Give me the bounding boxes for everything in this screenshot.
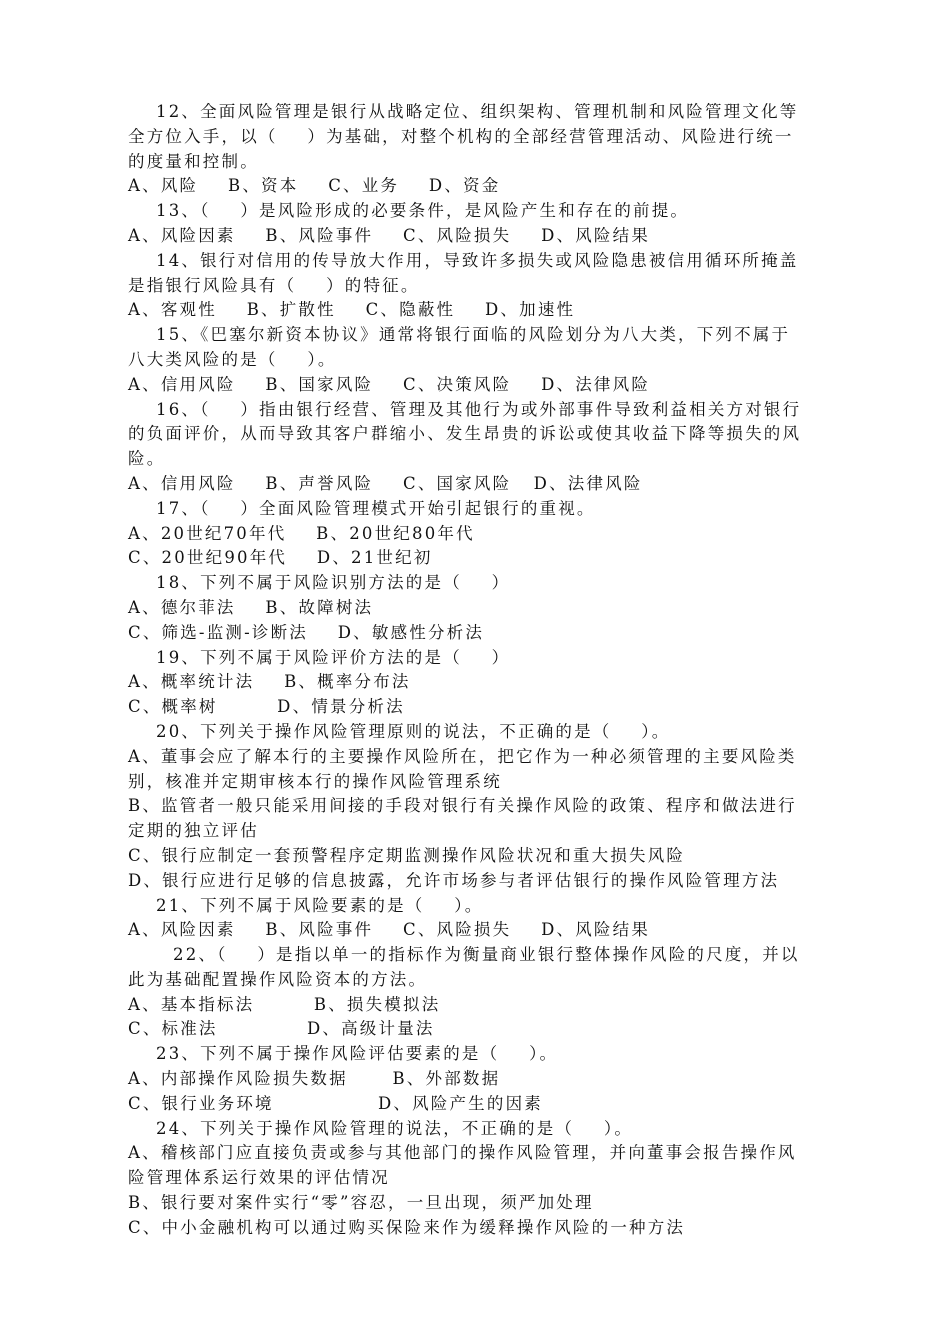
text-line: 12、全面风险管理是银行从战略定位、组织架构、管理机制和风险管理文化等 <box>156 102 799 121</box>
text-line: 此为基础配置操作风险资本的方法。 <box>128 969 428 989</box>
text-line: 定期的独立评估 <box>128 821 259 841</box>
text-line: C、中小金融机构可以通过购买保险来作为缓释操作风险的一种方法 <box>128 1217 686 1237</box>
text-line: C、概率树 D、情景分析法 <box>128 697 405 717</box>
text-line: 16、（ ）指由银行经营、管理及其他行为或外部事件导致利益相关方对银行 <box>156 399 802 419</box>
text-line: A、基本指标法 B、损失模拟法 <box>128 994 441 1014</box>
text-line: C、银行应制定一套预警程序定期监测操作风险状况和重大损失风险 <box>128 845 686 865</box>
text-line: 13、（ ）是风险形成的必要条件，是风险产生和存在的前提。 <box>156 201 690 221</box>
text-line: A、概率统计法 B、概率分布法 <box>128 672 411 692</box>
text-line: C、标准法 D、高级计量法 <box>128 1019 435 1039</box>
text-line: B、监管者一般只能采用间接的手段对银行有关操作风险的政策、程序和做法进行 <box>128 796 797 816</box>
text-line: A、董事会应了解本行的主要操作风险所在，把它作为一种必须管理的主要风险类 <box>128 746 797 766</box>
text-line: A、客观性 B、扩散性 C、隐蔽性 D、加速性 <box>128 300 576 320</box>
text-line: B、银行要对案件实行“零”容忍，一旦出现，须严加处理 <box>128 1193 594 1213</box>
text-line: A、内部操作风险损失数据 B、外部数据 <box>128 1069 501 1089</box>
text-line: 24、下列关于操作风险管理的说法，不正确的是（ ）。 <box>156 1118 634 1138</box>
text-line: A、信用风险 B、国家风险 C、决策风险 D、法律风险 <box>128 374 651 394</box>
text-line: C、20世纪90年代 D、21世纪初 <box>128 548 433 568</box>
text-line: 22、（ ）是指以单一的指标作为衡量商业银行整体操作风险的尺度，并以 <box>173 945 800 965</box>
text-line: 别，核准并定期审核本行的操作风险管理系统 <box>128 771 502 791</box>
text-line: A、风险因素 B、风险事件 C、风险损失 D、风险结果 <box>128 920 651 940</box>
text-line: 的负面评价，从而导致其客户群缩小、发生昂贵的诉讼或使其收益下降等损失的风 <box>128 424 802 444</box>
text-line: 是指银行风险具有（ ）的特征。 <box>128 275 420 295</box>
text-line: 的度量和控制。 <box>128 151 259 171</box>
text-line: 险管理体系运行效果的评估情况 <box>128 1168 390 1188</box>
text-line: C、银行业务环境 D、风险产生的因素 <box>128 1093 543 1113</box>
text-line: 全方位入手，以（ ）为基础，对整个机构的全部经营管理活动、风险进行统一 <box>128 126 794 146</box>
text-line: 20、下列关于操作风险管理原则的说法，不正确的是（ ）。 <box>156 721 671 741</box>
text-line: C、筛选-监测-诊断法 D、敏感性分析法 <box>128 622 485 642</box>
text-line: A、风险 B、资本 C、业务 D、资金 <box>128 176 501 196</box>
text-line: 18、下列不属于风险识别方法的是（ ） <box>156 573 511 593</box>
text-line: 23、下列不属于操作风险评估要素的是（ ）。 <box>156 1044 559 1064</box>
text-line: 14、银行对信用的传导放大作用，导致许多损失或风险隐患被信用循环所掩盖 <box>156 250 799 270</box>
text-line: 17、（ ）全面风险管理模式开始引起银行的重视。 <box>156 498 596 518</box>
text-line: 19、下列不属于风险评价方法的是（ ） <box>156 647 511 667</box>
text-line: 险。 <box>128 449 166 469</box>
text-line: A、德尔菲法 B、故障树法 <box>128 597 374 617</box>
text-line: A、风险因素 B、风险事件 C、风险损失 D、风险结果 <box>128 225 651 245</box>
text-line: 15、《巴塞尔新资本协议》通常将银行面临的风险划分为八大类，下列不属于 <box>156 325 791 345</box>
text-line: A、信用风险 B、声誉风险 C、国家风险 D、法律风险 <box>128 473 643 493</box>
text-line: A、稽核部门应直接负责或参与其他部门的操作风险管理，并向董事会报告操作风 <box>128 1143 797 1163</box>
text-line: 八大类风险的是（ ）。 <box>128 349 337 369</box>
text-line: D、银行应进行足够的信息披露，允许市场参与者评估银行的操作风险管理方法 <box>128 870 780 890</box>
text-line: 21、下列不属于风险要素的是（ ）。 <box>156 895 484 915</box>
text-line: A、20世纪70年代 B、20世纪80年代 <box>128 523 475 543</box>
